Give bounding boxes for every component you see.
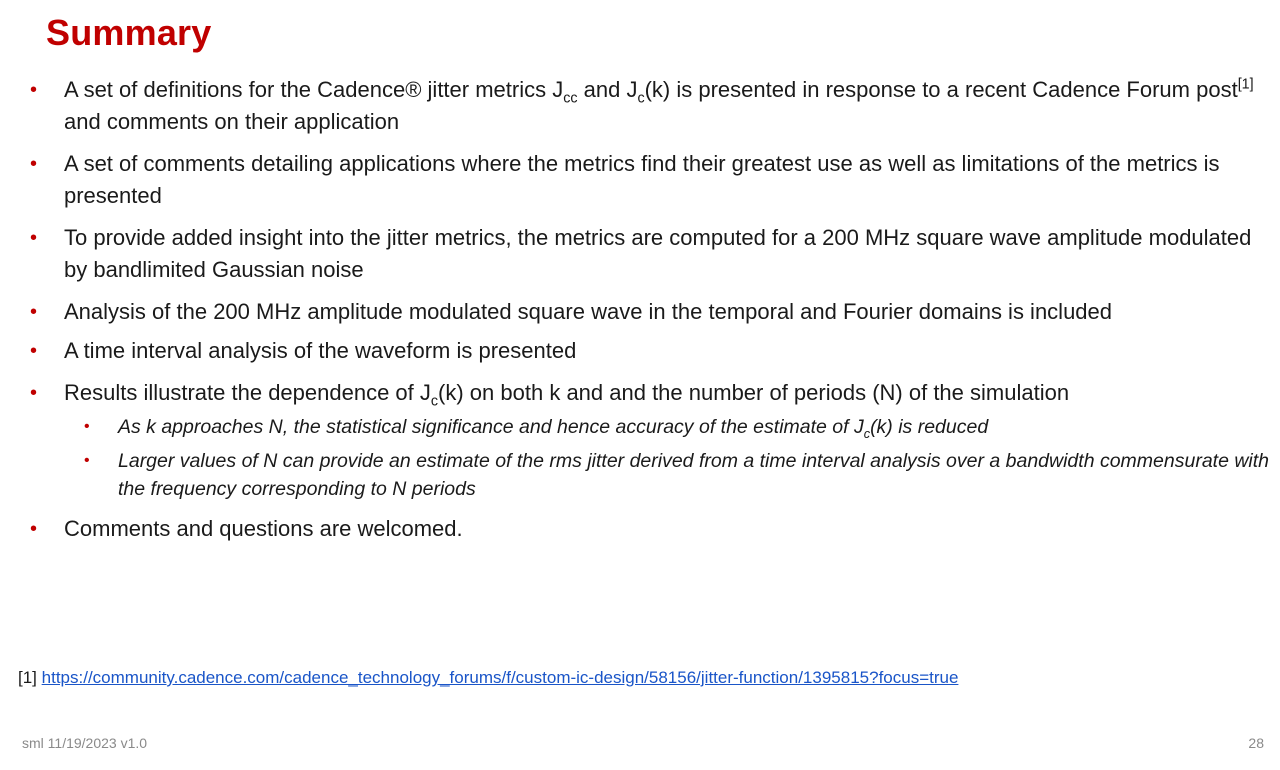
- list-item: • A time interval analysis of the waveform is presented: [30, 335, 1270, 367]
- bullet-icon: •: [30, 340, 38, 362]
- bullet-icon: •: [30, 301, 38, 323]
- footnote: [18, 668, 958, 688]
- bullet-icon: •: [30, 79, 38, 101]
- list-item: • Larger values of N can provide an estimate of the rms jitter derived from a time interval analysis over a bandwidth commensurate with the frequency corresponding to N periods: [64, 447, 1270, 503]
- footer-version: sml 11/19/2023 v1.0: [22, 735, 148, 751]
- page-number: 28: [1248, 735, 1264, 751]
- bullet-icon: •: [84, 452, 90, 469]
- summary-list: [30, 74, 1270, 555]
- bullet-icon: •: [30, 518, 38, 540]
- sub-list: [64, 413, 1270, 503]
- list-item: • A set of comments detailing applications where the metrics find their greatest use as well as limitations of the metrics is presented: [30, 148, 1270, 212]
- list-item: • To provide added insight into the jitter metrics, the metrics are computed for a 200 MHz square wave amplitude modulated by bandlimited Gaussian noise: [30, 222, 1270, 286]
- page-title: Summary: [46, 12, 212, 53]
- bullet-icon: •: [30, 227, 38, 249]
- list-item: • A set of definitions for the Cadence® jitter metrics $J_{cc}$ and $J_c(k)$ is presented in response to a recent Cadence Forum post[1] and comments on their application: [30, 74, 1270, 138]
- list-item: • Comments and questions are welcomed.: [30, 513, 1270, 545]
- footnote-ref: [1]: [1237, 76, 1254, 93]
- footnote-marker: [1]: [18, 668, 37, 687]
- list-item: • Results illustrate the dependence of $J_c(k)$ on both k and and the number of periods (N) of the simulation • As k approaches N, the statistical significance and hence accuracy of the estimate of $J_c(k)$ is reduced • Larger values of N can provide an estimate of the rms jitter derived from a time interval analysis over a bandwidth commensurate with the frequency corresponding to N periods: [30, 377, 1270, 503]
- bullet-icon: •: [30, 153, 38, 175]
- bullet-icon: •: [84, 418, 90, 435]
- list-item: • Analysis of the 200 MHz amplitude modulated square wave in the temporal and Fourier domains is included: [30, 296, 1270, 328]
- bullet-icon: •: [30, 382, 38, 404]
- footnote-link[interactable]: https://community.cadence.com/cadence_technology_forums/f/custom-ic-design/58156/jitter-function/1395815?focus=true: [41, 668, 959, 687]
- list-item: • As k approaches N, the statistical significance and hence accuracy of the estimate of $J_c(k)$ is reduced: [64, 413, 1270, 441]
